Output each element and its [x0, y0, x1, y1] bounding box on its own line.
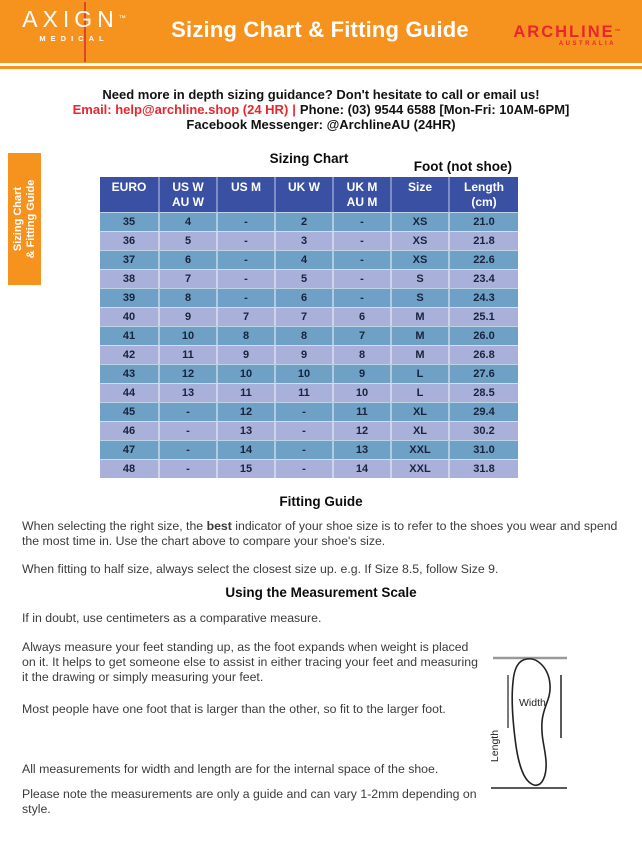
table-cell: 13 [334, 440, 392, 459]
table-cell: - [334, 269, 392, 288]
table-cell: 13 [218, 421, 276, 440]
table-cell: - [218, 212, 276, 231]
table-cell: S [392, 269, 450, 288]
paragraph-larger-foot: Most people have one foot that is larger than the other, so fit to the larger foot. [22, 702, 446, 716]
table-cell: 8 [334, 345, 392, 364]
table-cell: 6 [334, 307, 392, 326]
archline-brand-name: ARCHLINE™ [513, 23, 621, 41]
table-cell: 26.8 [450, 345, 518, 364]
table-cell: S [392, 288, 450, 307]
table-cell: 8 [160, 288, 218, 307]
table-cell: 13 [160, 383, 218, 402]
table-cell: M [392, 345, 450, 364]
table-row [100, 402, 518, 421]
table-cell: 42 [100, 345, 160, 364]
table-body [100, 212, 518, 478]
table-cell: 28.5 [450, 383, 518, 402]
table-cell: 45 [100, 402, 160, 421]
table-cell: - [218, 250, 276, 269]
paragraph-internal-space: All measurements for width and length are for the internal space of the shoe. [22, 762, 439, 776]
contact-email: Email: help@archline.shop (24 HR) [72, 102, 289, 117]
table-cell: 15 [218, 459, 276, 478]
table-cell: 29.4 [450, 402, 518, 421]
contact-line-guidance: Need more in depth sizing guidance? Don't hesitate to call or email us! [102, 87, 540, 102]
table-cell: M [392, 326, 450, 345]
table-cell: 11 [160, 345, 218, 364]
fitting-guide-heading: Fitting Guide [279, 494, 363, 509]
table-cell: 31.8 [450, 459, 518, 478]
table-row [100, 421, 518, 440]
table-cell: - [276, 440, 334, 459]
column-header: US M [218, 177, 276, 212]
table-cell: XS [392, 231, 450, 250]
table-row [100, 269, 518, 288]
table-cell: 14 [218, 440, 276, 459]
column-header: Length (cm) [464, 180, 504, 209]
table-row [100, 231, 518, 250]
table-cell: 22.6 [450, 250, 518, 269]
table-cell: 5 [276, 269, 334, 288]
axign-medical-logo [22, 6, 126, 43]
table-cell: 9 [160, 307, 218, 326]
table-cell: 39 [100, 288, 160, 307]
table-row [100, 250, 518, 269]
table-cell: 10 [276, 364, 334, 383]
table-row [100, 440, 518, 459]
table-cell: 10 [334, 383, 392, 402]
table-cell: XL [392, 402, 450, 421]
contact-line-email-phone [0, 102, 642, 117]
table-cell: 7 [160, 269, 218, 288]
table-cell: 44 [100, 383, 160, 402]
table-cell: M [392, 307, 450, 326]
table-cell: 38 [100, 269, 160, 288]
table-cell: 12 [160, 364, 218, 383]
table-cell: 10 [218, 364, 276, 383]
table-cell: 8 [218, 326, 276, 345]
table-cell: 4 [276, 250, 334, 269]
table-cell: 24.3 [450, 288, 518, 307]
page-title: Sizing Chart & Fitting Guide [171, 17, 469, 42]
table-cell: - [276, 459, 334, 478]
header-divider-rule [0, 66, 642, 69]
table-cell: 14 [334, 459, 392, 478]
contact-block [0, 87, 642, 132]
table-cell: 7 [218, 307, 276, 326]
table-cell: - [276, 402, 334, 421]
table-cell: - [218, 269, 276, 288]
table-cell: 3 [276, 231, 334, 250]
paragraph-select-right-size: When selecting the right size, the best indicator of your shoe size is to refer to the shoes you wear and spend the most time in. Use the chart above to compare your shoe's size. [22, 519, 618, 548]
table-cell: - [334, 212, 392, 231]
table-cell: XS [392, 250, 450, 269]
table-cell: - [160, 440, 218, 459]
table-cell: - [160, 459, 218, 478]
paragraph-centimeters: If in doubt, use centimeters as a comparative measure. [22, 611, 322, 625]
table-row [100, 307, 518, 326]
bold-best: best [206, 519, 232, 533]
table-row [100, 345, 518, 364]
table-cell: 37 [100, 250, 160, 269]
table-cell: 10 [160, 326, 218, 345]
table-cell: - [218, 231, 276, 250]
table-cell: 31.0 [450, 440, 518, 459]
trademark-symbol: ™ [614, 29, 621, 35]
table-cell: 9 [334, 364, 392, 383]
archline-australia-logo [508, 24, 626, 47]
length-label: Length [489, 729, 501, 763]
paragraph-guide-only: Please note the measurements are only a guide and can vary 1-2mm depending on style. [22, 787, 477, 816]
table-cell: 2 [276, 212, 334, 231]
table-cell: - [160, 402, 218, 421]
header-bar [0, 0, 642, 63]
table-header-row [100, 177, 518, 212]
table-cell: 46 [100, 421, 160, 440]
table-cell: 5 [160, 231, 218, 250]
table-row [100, 326, 518, 345]
table-cell: 40 [100, 307, 160, 326]
table-cell: 27.6 [450, 364, 518, 383]
table-row [100, 459, 518, 478]
table-cell: 23.4 [450, 269, 518, 288]
table-cell: L [392, 383, 450, 402]
contact-phone: Phone: (03) 9544 6588 [Mon-Fri: 10AM-6PM] [299, 102, 570, 117]
table-cell: 9 [276, 345, 334, 364]
table-cell: 12 [218, 402, 276, 421]
column-header: UK M AU M [334, 177, 392, 212]
table-cell: 6 [276, 288, 334, 307]
width-label: Width [519, 697, 546, 709]
table-cell: 47 [100, 440, 160, 459]
table-row [100, 212, 518, 231]
table-row [100, 364, 518, 383]
table-cell: 35 [100, 212, 160, 231]
paragraph-measure-standing: Always measure your feet standing up, as the foot expands when weight is placed on it. It helps to get someone else to assist in either tracing your feet and measuring it the drawing or simply measuring your feet. [22, 640, 478, 684]
table-cell: - [334, 288, 392, 307]
side-tab-label: Sizing Chart & Fitting Guide [11, 179, 37, 259]
contact-line-facebook: Facebook Messenger: @ArchlineAU (24HR) [186, 117, 456, 132]
sizing-table [100, 177, 518, 478]
axign-brand-sub: MEDICAL [39, 34, 109, 43]
table-cell: 26.0 [450, 326, 518, 345]
table-cell: 8 [276, 326, 334, 345]
table-cell: 4 [160, 212, 218, 231]
table-cell: 6 [160, 250, 218, 269]
measurement-scale-heading: Using the Measurement Scale [225, 585, 417, 600]
table-cell: 41 [100, 326, 160, 345]
table-cell: XL [392, 421, 450, 440]
column-header: Size [392, 177, 450, 212]
table-cell: 7 [276, 307, 334, 326]
archline-brand-sub: AUSTRALIA [558, 41, 616, 47]
table-cell: XXL [392, 459, 450, 478]
foot-outline [512, 659, 550, 785]
contact-separator: | [292, 102, 296, 117]
table-cell: - [334, 250, 392, 269]
table-cell: 11 [218, 383, 276, 402]
table-cell: - [218, 288, 276, 307]
column-header: EURO [100, 177, 160, 212]
table-cell: XS [392, 212, 450, 231]
table-cell: - [160, 421, 218, 440]
table-cell: 11 [276, 383, 334, 402]
table-cell: 48 [100, 459, 160, 478]
table-row [100, 288, 518, 307]
table-cell: 30.2 [450, 421, 518, 440]
foot-measurement-diagram [487, 650, 579, 795]
table-cell: - [334, 231, 392, 250]
foot-not-shoe-label: Foot (not shoe) [413, 159, 512, 174]
column-header: UK W [276, 177, 334, 212]
table-cell: 9 [218, 345, 276, 364]
table-cell: 12 [334, 421, 392, 440]
sizing-chart-title: Sizing Chart [269, 151, 349, 166]
table-cell: 21.8 [450, 231, 518, 250]
table-cell: 7 [334, 326, 392, 345]
axign-brand-name: AXIGN™ [22, 6, 126, 32]
table-cell: XXL [392, 440, 450, 459]
table-cell: 43 [100, 364, 160, 383]
table-cell: 11 [334, 402, 392, 421]
table-cell: 25.1 [450, 307, 518, 326]
trademark-symbol: ™ [118, 15, 126, 22]
table-cell: 36 [100, 231, 160, 250]
table-cell: L [392, 364, 450, 383]
table-cell: - [276, 421, 334, 440]
table-cell: 21.0 [450, 212, 518, 231]
column-header: US W AU W [160, 177, 218, 212]
paragraph-half-size: When fitting to half size, always select the closest size up. e.g. If Size 8.5, follow Size 9. [22, 562, 499, 576]
table-row [100, 383, 518, 402]
